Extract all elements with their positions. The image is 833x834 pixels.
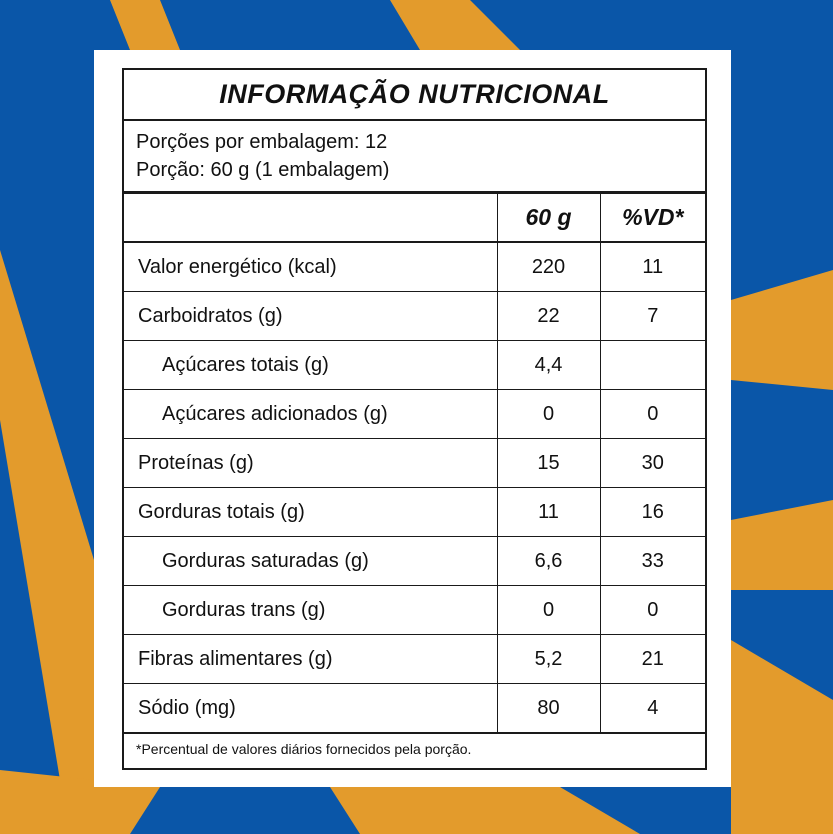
nutrient-dv: 0 xyxy=(600,390,705,439)
serving-size: Porção: 60 g (1 embalagem) xyxy=(136,159,390,181)
nutrient-dv: 4 xyxy=(600,684,705,734)
nutrient-name: Gorduras saturadas (g) xyxy=(124,537,497,586)
nutrient-amount: 11 xyxy=(497,488,600,537)
table-row xyxy=(124,684,705,734)
table-row xyxy=(124,242,705,292)
nutrient-name: Sódio (mg) xyxy=(124,684,497,734)
header-amount: 60 g xyxy=(497,194,600,242)
nutrient-amount: 0 xyxy=(497,390,600,439)
nutrition-table xyxy=(124,194,705,734)
table-row xyxy=(124,390,705,439)
label-title: INFORMAÇÃO NUTRICIONAL xyxy=(124,70,705,121)
table-row xyxy=(124,488,705,537)
nutrient-dv xyxy=(600,341,705,390)
nutrient-dv: 11 xyxy=(600,242,705,292)
portion-info xyxy=(124,121,705,194)
nutrient-amount: 80 xyxy=(497,684,600,734)
nutrient-dv: 0 xyxy=(600,586,705,635)
nutrition-facts-label xyxy=(122,68,707,770)
table-row xyxy=(124,635,705,684)
servings-per-package: Porções por embalagem: 12 xyxy=(136,131,388,153)
nutrient-name: Gorduras trans (g) xyxy=(124,586,497,635)
nutrient-name: Valor energético (kcal) xyxy=(124,242,497,292)
nutrient-name: Gorduras totais (g) xyxy=(124,488,497,537)
nutrient-amount: 220 xyxy=(497,242,600,292)
nutrient-dv: 33 xyxy=(600,537,705,586)
nutrient-amount: 5,2 xyxy=(497,635,600,684)
nutrient-dv: 30 xyxy=(600,439,705,488)
table-row xyxy=(124,292,705,341)
header-nutrient xyxy=(124,194,497,242)
nutrient-amount: 4,4 xyxy=(497,341,600,390)
nutrient-dv: 7 xyxy=(600,292,705,341)
nutrient-name: Açúcares adicionados (g) xyxy=(124,390,497,439)
nutrient-name: Proteínas (g) xyxy=(124,439,497,488)
nutrient-dv: 21 xyxy=(600,635,705,684)
footnote: *Percentual de valores diários fornecidos pela porção. xyxy=(136,741,472,757)
nutrient-amount: 22 xyxy=(497,292,600,341)
table-row xyxy=(124,537,705,586)
header-dv: %VD* xyxy=(600,194,705,242)
nutrient-name: Açúcares totais (g) xyxy=(124,341,497,390)
nutrient-name: Fibras alimentares (g) xyxy=(124,635,497,684)
table-row xyxy=(124,439,705,488)
table-row xyxy=(124,341,705,390)
table-header-row xyxy=(124,194,705,242)
nutrient-amount: 15 xyxy=(497,439,600,488)
nutrient-dv: 16 xyxy=(600,488,705,537)
nutrient-amount: 0 xyxy=(497,586,600,635)
nutrient-amount: 6,6 xyxy=(497,537,600,586)
table-row xyxy=(124,586,705,635)
nutrient-name: Carboidratos (g) xyxy=(124,292,497,341)
